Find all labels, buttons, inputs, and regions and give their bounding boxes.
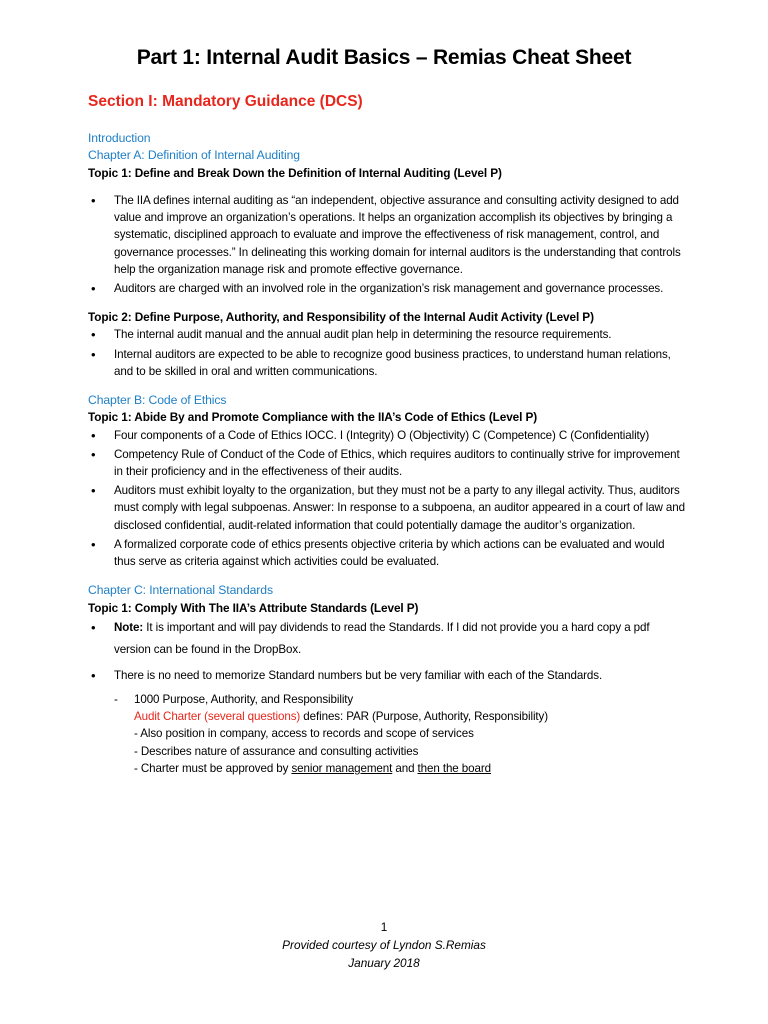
list-item: • A formalized corporate code of ethics presents objective criteria by which actions can be evaluated and would thus serve as criteria against which activities could be evaluated. [88,536,688,570]
charter-detail-line: - Describes nature of assurance and consulting activities [134,744,419,758]
introduction-heading: Introduction [88,131,151,145]
chapter-b-topic-1: Topic 1: Abide By and Promote Compliance with the IIA’s Code of Ethics (Level P) [88,410,538,425]
standard-1000-block [114,691,688,777]
list-item: • Auditors are charged with an involved role in the organization’s risk management and governance processes. [88,280,688,297]
audit-charter-text: defines: PAR (Purpose, Authority, Responsibility) [300,710,549,724]
chapter-a-topic-1: Topic 1: Define and Break Down the Definition of Internal Auditing (Level P) [88,165,502,180]
charter-approval-line: - Charter must be approved by senior management and then the board [134,761,491,775]
list-item: • Competency Rule of Conduct of the Code of Ethics, which requires auditors to continually strive for improvement in their proficiency and in the effectiveness of their audits. [88,446,688,480]
then-the-board-text: then the board [417,761,491,775]
standard-1000-title: 1000 Purpose, Authority, and Responsibility [134,692,354,706]
courtesy-line: Provided courtesy of Lyndon S.Remias [282,938,486,952]
section-heading: Section I: Mandatory Guidance (DCS) [88,93,363,110]
chapter-c-heading: Chapter C: International Standards [88,583,273,598]
dash-marker: - [114,692,118,706]
list-item: • The internal audit manual and the annual audit plan help in determining the resource requirements. [88,326,688,343]
page-title: Part 1: Internal Audit Basics – Remias Cheat Sheet [136,46,632,69]
list-item: • There is no need to memorize Standard numbers but be very familiar with each of the Standards. [88,665,688,687]
list-item: • The IIA defines internal auditing as “an independent, objective assurance and consulting activity designed to add value and improve an organization’s operations. It helps an organization accomplish its objectives by bringing a systematic, disciplined approach to evaluate and improve the effectiveness of risk management, control, and governance processes.” In delineating this working domain for internal auditors is the understanding that controls help the organization manage risk and promote effective governance. [88,192,688,278]
list-item: • Auditors must exhibit loyalty to the organization, but they must not be a party to any illegal activity. Thus, auditors must comply with legal subpoenas. Answer: In response to a subpoena, an auditor appeared in a court of law and disclosed confidential, audit-related information that could potentially damage the auditor’s organization. [88,482,688,534]
chapter-c-topic-1: Topic 1: Comply With The IIA’s Attribute Standards (Level P) [88,600,419,615]
charter-detail-line: - Also position in company, access to records and scope of services [134,727,474,741]
audit-charter-highlight: Audit Charter (several questions) [134,710,301,724]
page-number: 1 [380,920,388,934]
audit-charter-line [134,708,688,725]
chapter-a-heading: Chapter A: Definition of Internal Auditing [88,148,300,163]
chapter-b-heading: Chapter B: Code of Ethics [88,393,227,408]
senior-management-text: senior management [291,761,393,775]
chapter-a-topic-1-list [88,192,688,297]
chapter-c-list [88,617,688,687]
list-item: • Four components of a Code of Ethics IOCC. I (Integrity) O (Objectivity) C (Competence) C (Confidentiality) [88,427,688,444]
note-text: It is important and will pay dividends to read the Standards. If I did not provide you a hard copy a pdf version can be found in the DropBox. [114,620,650,656]
page-footer [0,918,768,972]
note-label: Note: [114,620,144,634]
list-item: • Internal auditors are expected to be able to recognize good business practices, to understand human relations, and to be skilled in oral and written communications. [88,346,688,380]
date-line: January 2018 [348,956,420,970]
list-item [88,617,688,661]
chapter-a-topic-2: Topic 2: Define Purpose, Authority, and Responsibility of the Internal Audit Activity (Level P) [88,310,594,325]
document-body [88,130,688,777]
chapter-a-topic-2-list [88,326,688,380]
chapter-b-list [88,427,688,571]
